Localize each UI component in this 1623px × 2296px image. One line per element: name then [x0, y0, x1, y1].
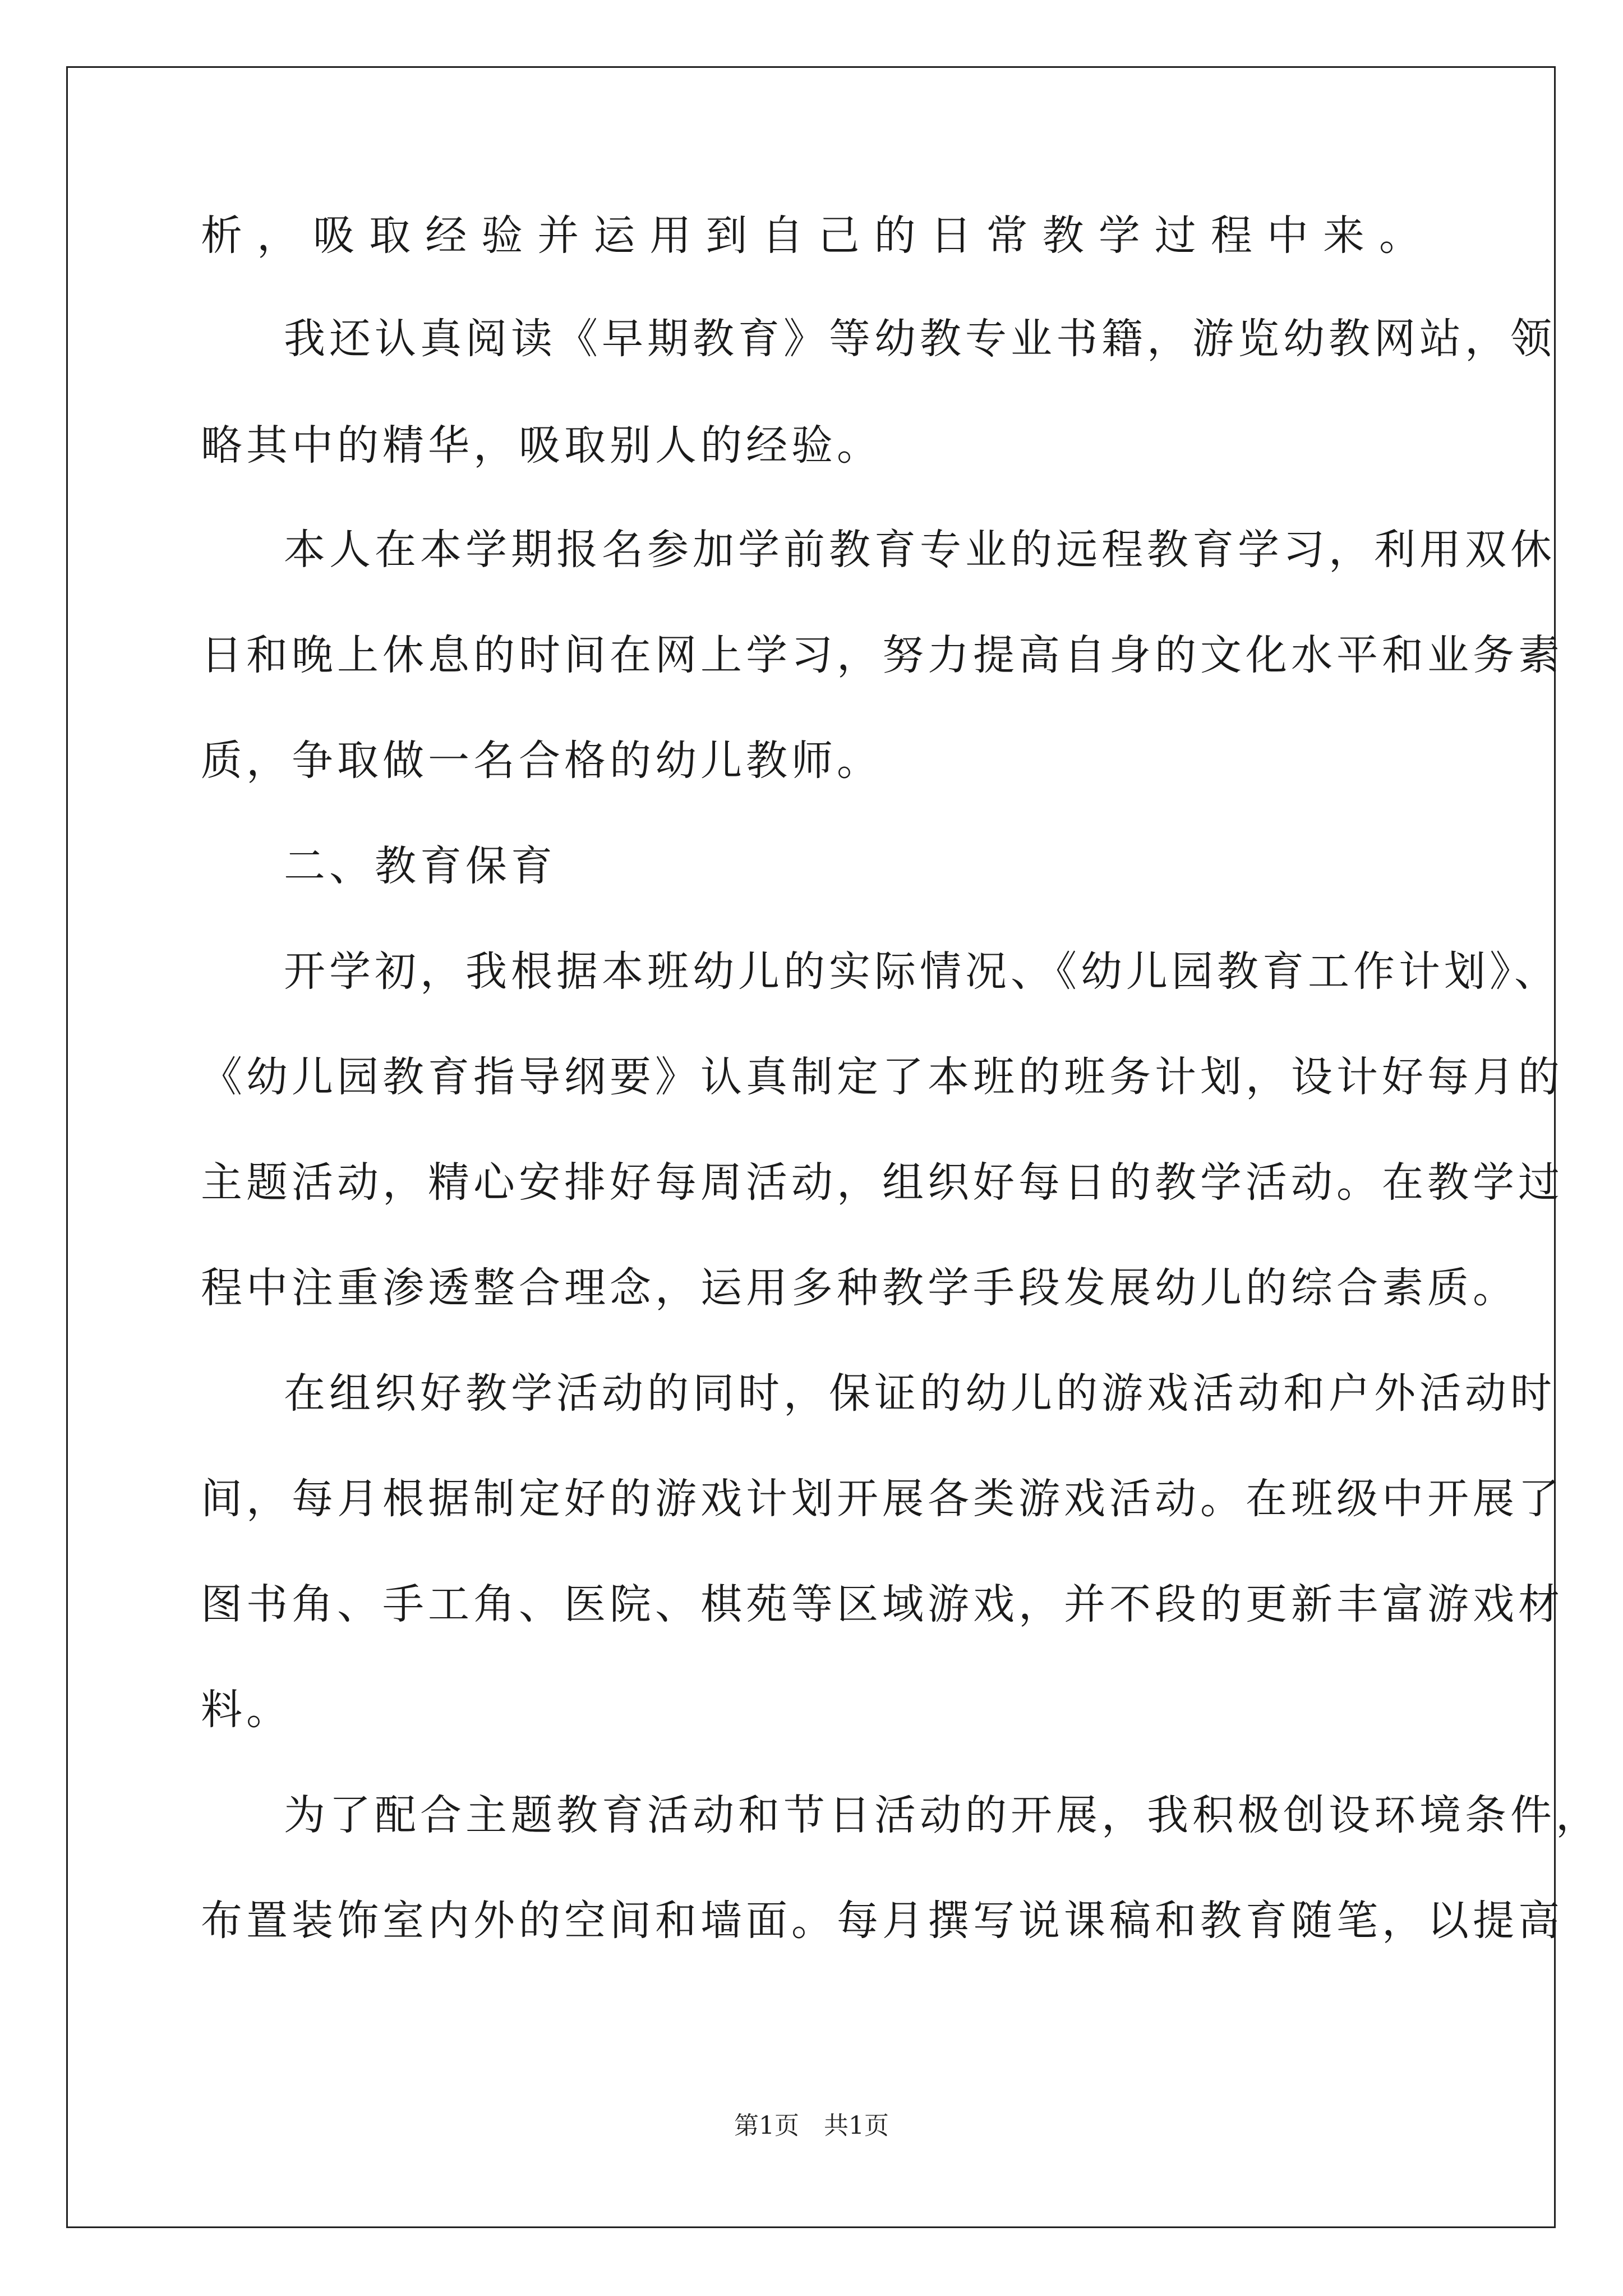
text-line: 料。 [201, 1686, 292, 1734]
text-line: 图书角、手工角、医院、棋苑等区域游戏，并不段的更新丰富游戏材 [201, 1580, 1564, 1628]
text-line: 略其中的精华，吸取别人的经验。 [201, 421, 882, 470]
text-line: 主题活动，精心安排好每周活动，组织好每日的教学活动。在教学过 [201, 1158, 1564, 1207]
text-line: 为了配合主题教育活动和节日活动的开展，我积极创设环境条件， [284, 1791, 1601, 1839]
page-number-footer: 第1页 共1页 [734, 2111, 889, 2140]
text-line: 日和晚上休息的时间在网上学习，努力提高自身的文化水平和业务素 [201, 631, 1564, 679]
text-line: 开学初，我根据本班幼儿的实际情况、《幼儿园教育工作计划》、 [284, 947, 1560, 996]
text-line: 在组织好教学活动的同时，保证的幼儿的游戏活动和户外活动时 [284, 1369, 1556, 1418]
text-line: 间，每月根据制定好的游戏计划开展各类游戏活动。在班级中开展了 [201, 1475, 1564, 1523]
text-line: 程中注重渗透整合理念，运用多种教学手段发展幼儿的综合素质。 [201, 1264, 1518, 1312]
section-heading: 二、教育保育 [284, 842, 556, 890]
text-line: 析，吸取经验并运用到自己的日常教学过程中来。 [201, 211, 1424, 260]
text-line: 布置装饰室内外的空间和墙面。每月撰写说课稿和教育随笔，以提高 [201, 1897, 1564, 1945]
text-line: 质，争取做一名合格的幼儿教师。 [201, 737, 882, 785]
text-line: 我还认真阅读《早期教育》等幼教专业书籍，游览幼教网站，领 [284, 315, 1556, 363]
text-line: 《幼儿园教育指导纲要》认真制定了本班的班务计划，设计好每月的 [201, 1053, 1564, 1101]
text-line: 本人在本学期报名参加学前教育专业的远程教育学习，利用双休 [284, 526, 1556, 574]
